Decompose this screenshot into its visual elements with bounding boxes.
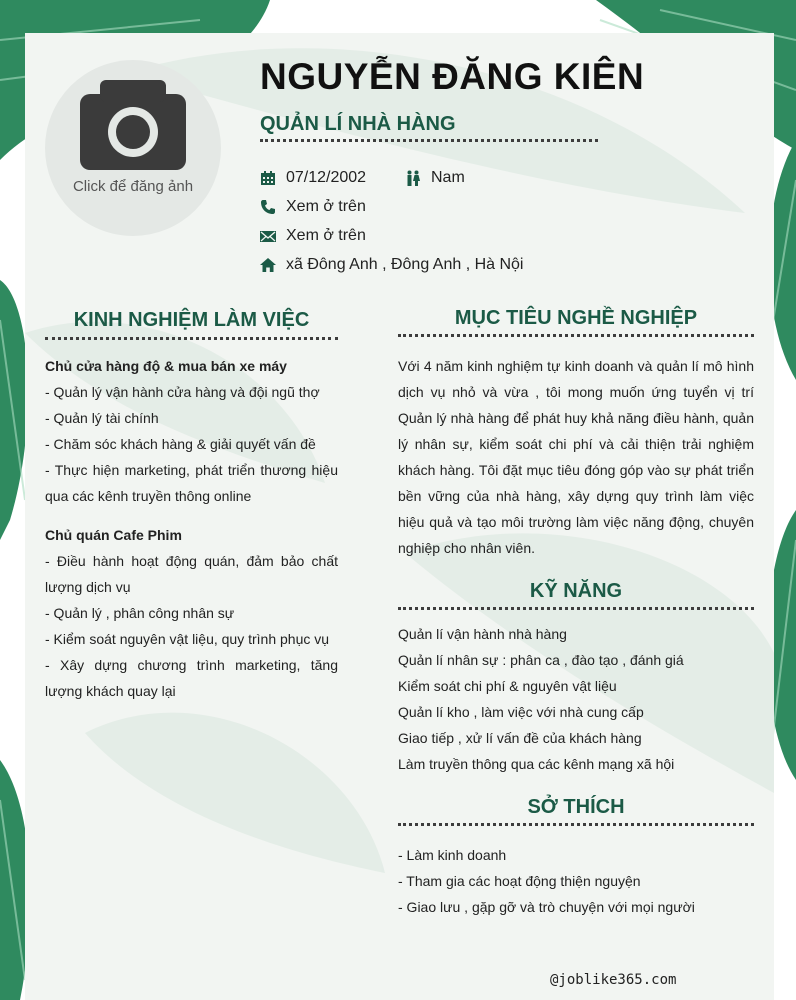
home-icon — [260, 257, 276, 273]
job-duty: - Kiểm soát nguyên vật liệu, quy trình phục vụ — [45, 631, 330, 647]
job-duty: - Chăm sóc khách hàng & giải quyết vấn đề — [45, 436, 316, 452]
skills-divider — [398, 607, 754, 610]
candidate-name: NGUYỄN ĐĂNG KIÊN — [260, 56, 645, 97]
job-title: Chủ cửa hàng độ & mua bán xe máy — [45, 358, 287, 374]
skills-list — [398, 621, 754, 777]
photo-upload-label: Click để đăng ảnh — [72, 178, 194, 195]
hobbies-list — [398, 842, 754, 920]
envelope-icon — [260, 228, 276, 244]
gender-row — [405, 169, 465, 187]
hobby-item: - Làm kinh doanh — [398, 847, 507, 863]
phone-value: Xem ở trên — [286, 198, 366, 215]
job-duty: - Quản lý vận hành cửa hàng và đội ngũ thợ — [45, 384, 320, 400]
phone-icon — [260, 199, 276, 215]
job-title: Chủ quán Cafe Phim — [45, 527, 182, 543]
hobbies-title: SỞ THÍCH — [527, 796, 625, 818]
header-divider — [260, 139, 598, 142]
job-duty: - Quản lý , phân công nhân sự — [45, 605, 235, 621]
avatar-upload[interactable] — [45, 60, 221, 236]
experience-divider — [45, 337, 338, 340]
skills-title: KỸ NĂNG — [529, 580, 623, 602]
job-duty: - Thực hiện marketing, phát triển thương hiệu qua các kênh truyền thông online — [45, 462, 338, 504]
calendar-icon — [260, 170, 276, 186]
job-duty: - Điều hành hoạt động quán, đảm bảo chất lượng dịch vụ — [45, 553, 338, 595]
objective-title: MỤC TIÊU NGHỀ NGHIỆP — [454, 307, 698, 329]
hobby-item: - Tham gia các hoạt động thiện nguyện — [398, 873, 641, 889]
skill-item: Kiểm soát chi phí & nguyên vật liệu — [398, 678, 617, 694]
skill-item: Giao tiếp , xử lí vấn đề của khách hàng — [398, 730, 642, 746]
birthdate-value: 07/12/2002 — [286, 169, 367, 186]
watermark-handle: @joblike365.com — [550, 972, 677, 988]
email-row — [260, 227, 366, 245]
hobby-item: - Giao lưu , gặp gỡ và trò chuyện với mọi người — [398, 899, 695, 915]
skill-item: Quản lí nhân sự : phân ca , đào tạo , đánh giá — [398, 652, 684, 668]
skill-item: Làm truyền thông qua các kênh mạng xã hội — [398, 756, 675, 772]
job-duty: - Xây dựng chương trình marketing, tăng lượng khách quay lại — [45, 657, 338, 699]
experience-title: KINH NGHIỆM LÀM VIỆC — [73, 309, 310, 331]
email-value: Xem ở trên — [286, 227, 366, 244]
skill-item: Quản lí kho , làm việc với nhà cung cấp — [398, 704, 644, 720]
gender-value: Nam — [431, 169, 465, 186]
skill-item: Quản lí vận hành nhà hàng — [398, 626, 567, 642]
address-value: xã Đông Anh , Đông Anh , Hà Nội — [286, 256, 524, 273]
birthdate-row — [260, 169, 366, 187]
camera-icon — [80, 80, 186, 172]
objective-text: Với 4 năm kinh nghiệm tự kinh doanh và quản lí mô hình dịch vụ nhỏ và vừa , tôi mong muốn ứng tuyển vị trí Quản lý nhà hàng để phát huy khả năng điều hành, quản lý nhân sự, kiểm soát chi phí và cải thiện trải nghiệm khách hàng. Tôi đặt mục tiêu đóng góp vào sự phát triển bền vững của nhà hàng, xây dựng quy trình làm việc hiệu quả và tạo môi trường làm việc năng động, chuyên nghiệp cho nhân viên. — [398, 358, 754, 556]
objective-divider — [398, 334, 754, 337]
desired-position: QUẢN LÍ NHÀ HÀNG — [260, 113, 456, 135]
phone-row — [260, 198, 366, 216]
gender-icon — [405, 170, 421, 186]
job-duty: - Quản lý tài chính — [45, 410, 159, 426]
experience-list — [45, 353, 338, 704]
hobbies-divider — [398, 823, 754, 826]
address-row — [260, 256, 523, 274]
